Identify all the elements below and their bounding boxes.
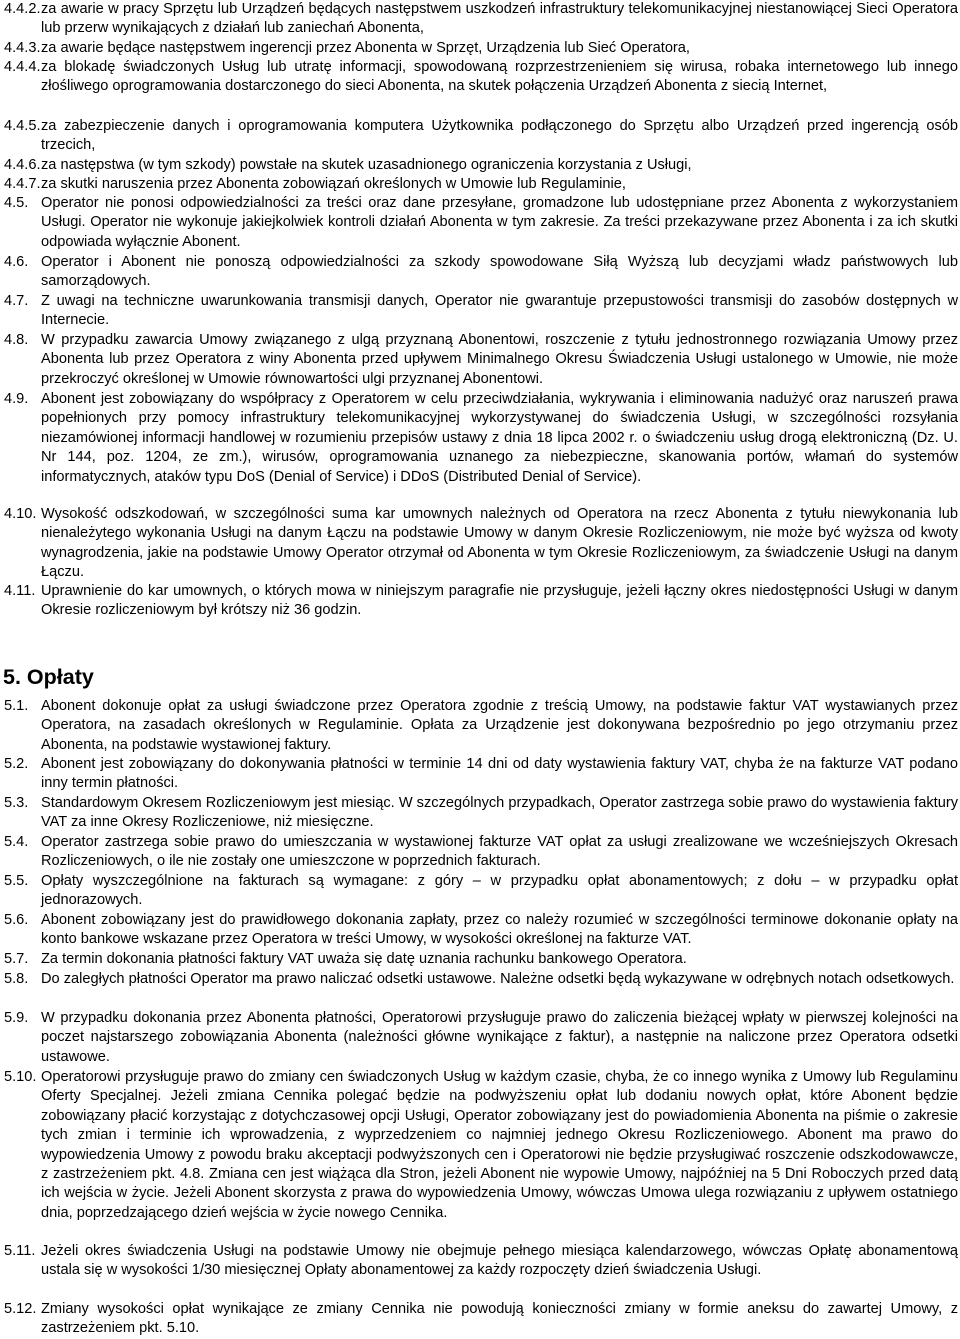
item-number: 4.4.7. [4, 176, 41, 192]
item-number: 5.1. [4, 698, 29, 714]
item-text: za awarie będące następstwem ingerencji przez Abonenta w Sprzęt, Urządzenia lub Sieć Operatora, [41, 40, 690, 56]
item-number: 5.9. [4, 1010, 29, 1026]
item-text: Wysokość odszkodowań, w szczególności suma kar umownych należnych od Operatora na rzecz Abonenta z tytułu niewykonania lub nienależytego wykonania Usługi na danym Łączu na podstawie Umowy w danym Okresie Rozliczeniowym, nie może być wyższa od kwoty wynagrodzenia, jakie na podstawie Umowy Operator otrzymał od Abonenta w tym Okresie Rozliczeniowym, za świadczenie Usługi na danym Łączu. [41, 506, 958, 581]
list-item-4-4-4 [4, 58, 958, 97]
list-item-5-11 [4, 1242, 958, 1281]
item-text: Abonent zobowiązany jest do prawidłowego dokonania zapłaty, przez co należy rozumieć w szczególności terminowe dokonanie opłaty na konto bankowe wskazane przez Operatora w treści Umowy, w wysokości określonej na fakturze VAT. [41, 912, 958, 948]
item-text: Abonent jest zobowiązany do dokonywania płatności w terminie 14 dni od daty wystawienia faktury VAT, chyba że na fakturze VAT podano inny termin płatności. [41, 756, 958, 792]
item-text: Abonent dokonuje opłat za usługi świadczone przez Operatora zgodnie z treścią Umowy, na podstawie faktur VAT wystawianych przez Operatora, na zasadach określonych w Regulaminie. Opłata za Urządzenie jest dokonywana bezpośrednio po jego otrzymaniu przez Abonenta, na podstawie wystawionej faktury. [41, 698, 958, 753]
item-number: 5.6. [4, 912, 29, 928]
list-item-5-3 [4, 794, 958, 833]
item-text: Operator nie ponosi odpowiedzialności za treści oraz dane przesyłane, gromadzone lub udostępniane przez Abonenta z wykorzystaniem Usługi. Operator nie wykonuje jakiejkolwiek kontroli działań Abonenta w tym zakresie. Za treści przekazywane przez Abonenta i za ich skutki odpowiada wyłącznie Abonent. [41, 195, 958, 250]
list-item-4-4-5 [4, 117, 958, 156]
item-text: Zmiany wysokości opłat wynikające ze zmiany Cennika nie powodują konieczności zmiany w formie aneksu do zawartej Umowy, z zastrzeżeniem pkt. 5.10. [41, 1301, 958, 1337]
item-number: 4.9. [4, 391, 29, 407]
list-item-5-10 [4, 1068, 958, 1223]
item-number: 4.5. [4, 195, 29, 211]
item-text: za skutki naruszenia przez Abonenta zobowiązań określonych w Umowie lub Regulaminie, [41, 176, 626, 192]
item-text: Jeżeli okres świadczenia Usługi na podstawie Umowy nie obejmuje pełnego miesiąca kalendarzowego, wówczas Opłatę abonamentową ustala się w wysokości 1/30 miesięcznej Opłaty abonamentowej za każdy rozpoczęty dzień świadczenia Usługi. [41, 1243, 958, 1279]
item-number: 4.4.6. [4, 157, 41, 173]
list-item-5-7 [4, 950, 958, 969]
item-number: 5.10. [4, 1069, 37, 1085]
item-number: 5.8. [4, 971, 29, 987]
item-number: 4.4.4. [4, 59, 41, 75]
list-item-4-4-2 [4, 0, 958, 39]
item-number: 5.2. [4, 756, 29, 772]
item-text: Do zaległych płatności Operator ma prawo naliczać odsetki ustawowe. Należne odsetki będą wykazywane w odrębnych notach odsetkowych. [41, 971, 955, 987]
list-item-4-8 [4, 331, 958, 389]
list-item-4-6 [4, 253, 958, 292]
section-heading [3, 664, 94, 690]
item-number: 5.11. [4, 1243, 36, 1259]
section-number: 5. [3, 665, 21, 689]
item-text: Za termin dokonania płatności faktury VAT uważa się datę uznania rachunku bankowego Operatora. [41, 951, 687, 967]
list-item-4-4-7 [4, 175, 958, 194]
item-number: 4.4.2. [4, 1, 41, 17]
item-text: Operator i Abonent nie ponoszą odpowiedzialności za szkody spowodowane Siłą Wyższą lub decyzjami władz państwowych lub samorządowych. [41, 254, 958, 290]
item-number: 4.11. [4, 583, 36, 599]
list-item-4-9 [4, 390, 958, 487]
list-item-5-6 [4, 911, 958, 950]
item-text: Standardowym Okresem Rozliczeniowym jest miesiąc. W szczególnych przypadkach, Operator zastrzega sobie prawo do wystawienia faktury VAT za inne Okresy Rozliczeniowe, niż miesięczne. [41, 795, 958, 831]
item-text: W przypadku dokonania przez Abonenta płatności, Operatorowi przysługuje prawo do zaliczenia bieżącej wpłaty w pierwszej kolejności na poczet najstarszego zobowiązania Abonenta (należności główne wynikające z faktur), a następnie na naliczone przez Operatora odsetki ustawowe. [41, 1010, 958, 1065]
item-text: Abonent jest zobowiązany do współpracy z Operatorem w celu przeciwdziałania, wykrywania i eliminowania nadużyć oraz naruszeń prawa popełnionych przy pomocy infrastruktury telekomunikacyjnej wykorzystywanej do świadczenia Usługi, w szczególności rozsyłania niezamówionej informacji handlowej w rozumieniu przepisów ustawy z dnia 18 lipca 2002 r. o świadczeniu usług drogą elektroniczną (Dz. U. Nr 144, poz. 1204, ze zm.), wirusów, oprogramowania uznanego za niebezpieczne, skanowania portów, włamań do systemów informatycznych, ataków typu DoS (Denial of Service) i DDoS (Distributed Denial of Service). [41, 391, 958, 485]
list-item-5-9 [4, 1009, 958, 1067]
item-number: 4.4.5. [4, 118, 41, 134]
list-item-4-7 [4, 292, 958, 331]
item-number: 4.4.3. [4, 40, 41, 56]
item-text: W przypadku zawarcia Umowy związanego z ulgą przyznaną Abonentowi, roszczenie z tytułu jednostronnego rozwiązania Umowy przez Abonenta lub przez Operatora z winy Abonenta przed upływem Minimalnego Okresu Świadczenia Usługi ustalonego w Umowie, nie może przekroczyć określonej w Umowie równowartości ulgi przyznanej Abonentowi. [41, 332, 958, 387]
item-number: 5.12. [4, 1301, 37, 1317]
item-text: Operator zastrzega sobie prawo do umieszczania w wystawionej fakturze VAT opłat za usługi zrealizowane we wcześniejszych Okresach Rozliczeniowych, o ile nie zostały one umieszczone w poprzednich fakturach. [41, 834, 958, 870]
item-number: 5.3. [4, 795, 29, 811]
list-item-4-5 [4, 194, 958, 252]
item-number: 5.5. [4, 873, 29, 889]
item-text: Operatorowi przysługuje prawo do zmiany cen świadczonych Usług w każdym czasie, chyba, że co innego wynika z Umowy lub Regulaminu Oferty Specjalnej. Jeżeli zmiana Cennika polegać będzie na podwyższeniu opłat lub dodaniu nowych opłat, które Abonent będzie zobowiązany płacić korzystając z dotychczasowej opcji Usługi, Operator zobowiązany jest do powiadomienia Abonenta na piśmie o zakresie tych zmian i terminie ich wprowadzenia, z wyprzedzeniem co najmniej jednego Okresu Rozliczeniowego. Abonent ma prawo do wypowiedzenia Umowy z powodu braku akceptacji podwyższonych cen i Operatorowi nie będzie przysługiwać roszczenie odszkodowawcze, z zastrzeżeniem pkt. 4.8. Zmiana cen jest wiążąca dla Stron, jeżeli Abonent nie wypowie Umowy, najpóźniej na 5 Dni Roboczych przed datą ich wejścia w życie. Jeżeli Abonent skorzysta z prawa do wypowiedzenia Umowy, wówczas Umowa ulega rozwiązaniu z upływem ostatniego dnia, poprzedzającego dzień wejścia w życie nowego Cennika. [41, 1069, 958, 1221]
item-number: 4.8. [4, 332, 29, 348]
item-number: 5.4. [4, 834, 29, 850]
item-text: za zabezpieczenie danych i oprogramowania komputera Użytkownika podłączonego do Sprzętu albo Urządzeń przed ingerencją osób trzecich, [41, 118, 958, 154]
item-number: 4.10. [4, 506, 37, 522]
list-item-5-1 [4, 697, 958, 755]
item-text: za blokadę świadczonych Usług lub utratę informacji, spowodowaną rozprzestrzenieniem się wirusa, robaka internetowego lub innego złośliwego oprogramowania dostarczonego do sieci Abonenta, na skutek połączenia Urządzeń Abonenta z siecią Internet, [41, 59, 958, 95]
list-item-4-11 [4, 582, 958, 621]
item-text: za następstwa (w tym szkody) powstałe na skutek uzasadnionego ograniczenia korzystania z Usługi, [41, 157, 692, 173]
list-item-5-5 [4, 872, 958, 911]
list-item-5-8 [4, 970, 958, 989]
item-text: Opłaty wyszczególnione na fakturach są wymagane: z góry – w przypadku opłat abonamentowych; z dołu – w przypadku opłat jednorazowych. [41, 873, 958, 909]
section-title: Opłaty [26, 665, 94, 689]
item-number: 4.6. [4, 254, 29, 270]
list-item-4-10 [4, 505, 958, 583]
list-item-5-4 [4, 833, 958, 872]
list-item-5-2 [4, 755, 958, 794]
item-number: 4.7. [4, 293, 29, 309]
list-item-4-4-6 [4, 156, 958, 175]
list-item-5-12 [4, 1300, 958, 1339]
item-text: za awarie w pracy Sprzętu lub Urządzeń będących następstwem uszkodzeń infrastruktury telekomunikacyjnej niestanowiącej Sieci Operatora lub przerw wynikających z działań lub zaniechań Abonenta, [41, 1, 958, 37]
item-number: 5.7. [4, 951, 29, 967]
item-text: Uprawnienie do kar umownych, o których mowa w niniejszym paragrafie nie przysługuje, jeżeli łączny okres niedostępności Usługi w danym Okresie rozliczeniowym był krótszy niż 36 godzin. [41, 583, 958, 619]
item-text: Z uwagi na techniczne uwarunkowania transmisji danych, Operator nie gwarantuje przepustowości transmisji do zasobów dostępnych w Internecie. [41, 293, 958, 329]
list-item-4-4-3 [4, 39, 958, 58]
